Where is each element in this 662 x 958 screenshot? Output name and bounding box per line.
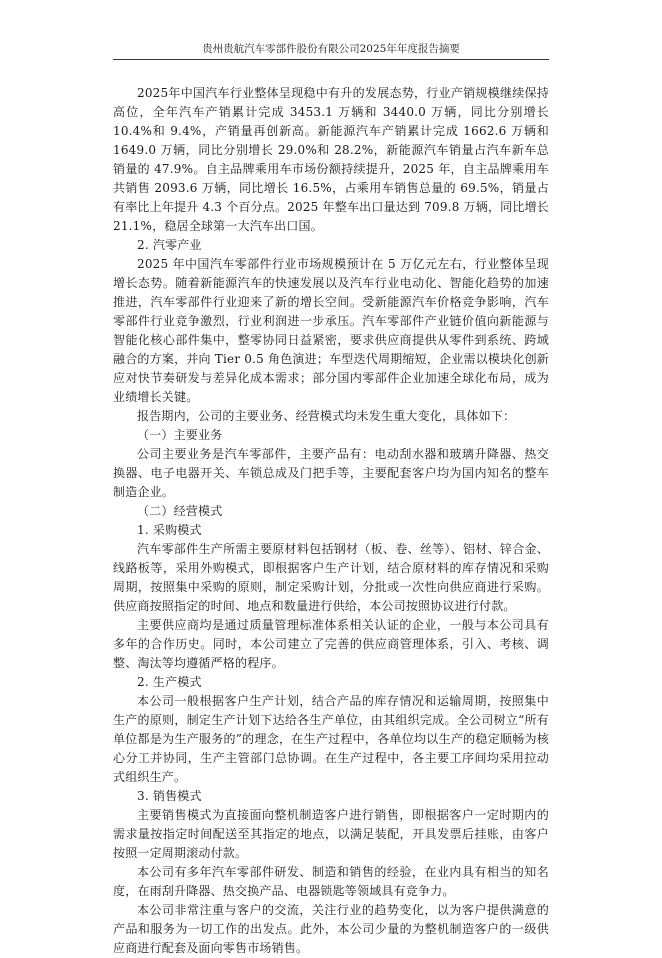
page-header-title: 贵州贵航汽车零部件股份有限公司2025年年度报告摘要 bbox=[202, 43, 460, 55]
paragraph-purchasing-2: 主要供应商均是通过质量管理标准体系相关认证的企业，一般与本公司具有多年的合作历史。同时，本公司建立了完善的供应商管理体系，引入、考核、调整、淘汰等均遵循严格的程序。 bbox=[113, 618, 549, 670]
heading-production-model: 2. 生产模式 bbox=[137, 675, 202, 689]
heading-business-model: （二）经营模式 bbox=[137, 504, 223, 518]
paragraph-purchasing-1: 汽车零部件生产所需主要原材料包括钢材（板、卷、丝等）、铝材、锌合金、线路板等，采用外购模式，即根据客户生产计划，结合原材料的库存情况和采购周期，按照集中采购的原则，制定采购计划，分批或一次性向供应商进行采购。供应商按照指定的时间、地点和数量进行供给，本公司按照协议进行付款。 bbox=[113, 542, 549, 613]
paragraph-parts-industry: 2025 年中国汽车零部件行业市场规模预计在 5 万亿元左右，行业整体呈现增长态势。随着新能源汽车的快速发展以及汽车行业电动化、智能化趋势的加速推进，汽车零部件行业迎来了新的增长空间。受新能源汽车价格竞争影响，汽车零部件行业竞争激烈，行业利润进一步承压。汽车零部件产业链价值向新能源与智能化核心部件集中，整零协同日益紧密，要求供应商提供从零件到系统、跨域融合的方案，并向 Tier 0.5 角色演进；车型迭代周期缩短，企业需以模块化创新应对快节奏研发与差异化成本需求；部分国内零部件企业加速全球化布局，成为业绩增长关键。 bbox=[113, 257, 549, 404]
heading-purchasing-model: 1. 采购模式 bbox=[137, 523, 202, 537]
paragraph-main-business: 公司主要业务是汽车零部件，主要产品有：电动刮水器和玻璃升降器、热交换器、电子电器开关、车锁总成及门把手等，主要配套客户均为国内知名的整车制造企业。 bbox=[113, 447, 549, 499]
heading-sales-model: 3. 销售模式 bbox=[137, 789, 202, 803]
heading-main-business: （一）主要业务 bbox=[137, 428, 223, 442]
header-divider bbox=[113, 59, 549, 60]
paragraph-sales-1: 主要销售模式为直接面向整机制造客户进行销售，即根据客户一定时期内的需求量按指定时间配送至其指定的地点，以满足装配，开具发票后挂账，由客户按照一定周期滚动付款。 bbox=[113, 808, 549, 860]
paragraph-auto-industry: 2025年中国汽车行业整体呈现稳中有升的发展态势，行业产销规模继续保持高位，全年汽车产销累计完成 3453.1 万辆和 3440.0 万辆，同比分别增长 10.4%和 9.4%，产销量再创新高。新能源汽车产销累计完成 1662.6 万辆和 1649.0 万辆，同比分别增长 29.0%和 28.2%，新能源汽车销量占汽车新车总销量的 47.9%。自主品牌乘用车市场份额持续提升，2025 年，自主品牌乘用车共销售 2093.6 万辆，同比增长 16.5%，占乘用车销售总量的 69.5%，销量占有率比上年提升 4.3 个百分点。2025 年整车出口量达到 709.8 万辆，同比增长 21.1%，稳居全球第一大汽车出口国。 bbox=[113, 86, 549, 233]
paragraph-production: 本公司一般根据客户生产计划，结合产品的库存情况和运输周期，按照集中生产的原则，制定生产计划下达给各生产单位，由其组织完成。全公司树立“所有单位都是为生产服务的”的理念，在生产过程中，各单位均以生产的稳定顺畅为核心分工并协同，生产主管部门总协调。在生产过程中，各主要工序间均采用拉动式组织生产。 bbox=[113, 694, 549, 784]
paragraph-report-period: 报告期内，公司的主要业务、经营模式均未发生重大变化，具体如下： bbox=[137, 409, 516, 423]
paragraph-sales-2: 本公司有多年汽车零部件研发、制造和销售的经验，在业内具有相当的知名度，在雨刮升降器、热交换产品、电器锁匙等领域具有竞争力。 bbox=[113, 865, 549, 898]
paragraph-sales-3: 本公司非常注重与客户的交流，关注行业的趋势变化，以为客户提供满意的产品和服务为一切工作的出发点。此外，本公司少量的为整机制造客户的一级供应商进行配套及面向零售市场销售。 bbox=[113, 903, 549, 955]
heading-parts-industry: 2. 汽零产业 bbox=[137, 238, 202, 252]
document-body bbox=[113, 84, 549, 958]
